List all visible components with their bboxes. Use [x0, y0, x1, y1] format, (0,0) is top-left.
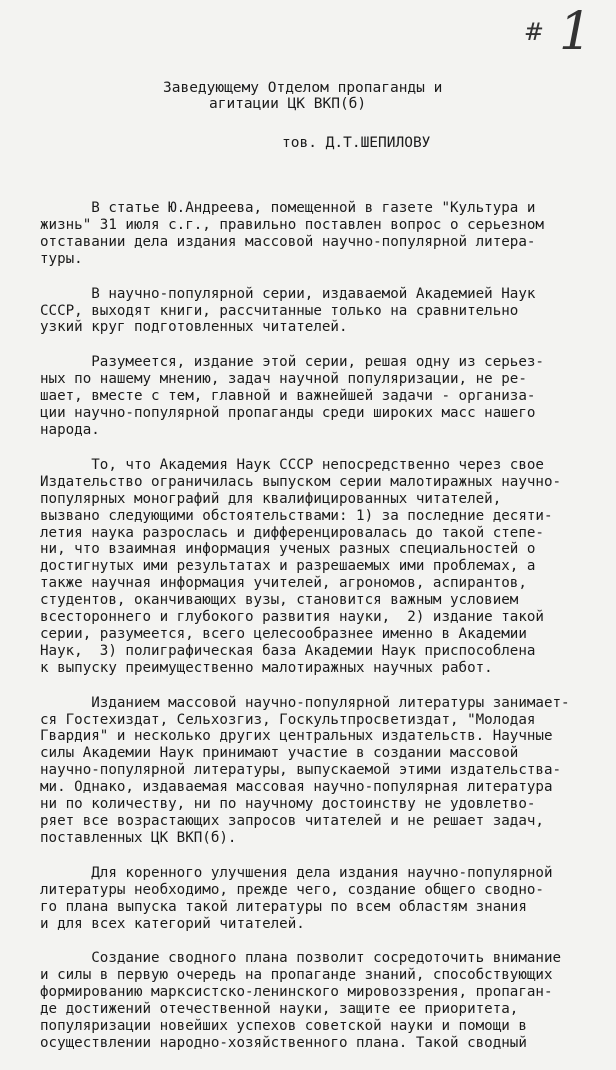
recipient: тов. Д.Т.ШЕПИЛОВУ: [282, 135, 431, 151]
paragraph: Создание сводного плана позволит сосредоточить внимание и силы в первую очередь на пропаганде знаний, способствующих формированию марксистско-ленинского мировоззрения, пропаган- де достижений отечественной науки, защите ее приоритета, популяризации новейших успехов советской науки и помощи в осуществлении народно-хозяйственного плана. Такой сводный: [40, 950, 562, 1051]
paragraph: В статье Ю.Андреева, помещенной в газете "Культура и жизнь" 31 июля с.г., правильно поставлен вопрос о серьезном отставании дела издания массовой научно-популярной литера- туры.: [40, 200, 544, 267]
handwritten-mark: #: [523, 18, 540, 46]
handwritten-page-number: 1: [558, 2, 592, 62]
paragraph: Для коренного улучшения дела издания научно-популярной литературы необходимо, прежде чего, создание общего сводно- го плана выпуска такой литературы по всем областям знания и для всех категорий читателей.: [40, 864, 553, 932]
addressee-line-1: Заведующему Отделом пропаганды и: [163, 80, 443, 96]
letter-body: [40, 200, 592, 1070]
paragraph: В научно-популярной серии, издаваемой Академией Наук СССР, выходят книги, рассчитанные только на сравнительно узкий круг подготовленных читателей.: [40, 285, 536, 336]
addressee-line-2: агитации ЦК ВКП(б): [209, 96, 367, 112]
paragraph: То, что Академия Наук СССР непосредственно через свое Издательство ограничилась выпуском серии малотиражных научно- популярных монографий для квалифицированных читателей, вызвано следующими обстоятельствами: 1) за последние десяти- летия наука разрослась и дифференцировалась до такой степе- ни, что взаимная информация ученых разных специальностей о достигнутых ими результатах и разрешаемых ими проблемах, а также научная информация учителей, агрономов, аспирантов, студентов, оканчивающих вузы, становится важным условием всестороннего и глубокого развития науки, 2) издание такой серии, разумеется, всего целесообразнее именно в Академии Наук, 3) полиграфическая база Академии Наук приспособлена к выпуску преимущественно малотиражных научных работ.: [40, 456, 562, 676]
paragraph: Разумеется, издание этой серии, решая одну из серьез- ных по нашему мнению, задач научной популяризации, не ре- шает, вместе с тем, главной и важнейшей задачи - организа- ции научно-популярной пропаганды среди широких масс нашего народа.: [40, 354, 544, 438]
paragraph: Изданием массовой научно-популярной литературы занимает- ся Гостехиздат, Сельхозгиз, Госкультпросветиздат, "Молодая Гвардия" и несколько других центральных издательств. Научные силы Академии Наук принимают участие в создании массовой научно-популярной литературы, выпускаемой этими издательства- ми. Однако, издаваемая массовая научно-популярная литература ни по количеству, ни по научному достоинству не удовлетво- ряет все возрастающих запросов читателей и не решает задач, поставленных ЦК ВКП(б).: [40, 694, 570, 846]
